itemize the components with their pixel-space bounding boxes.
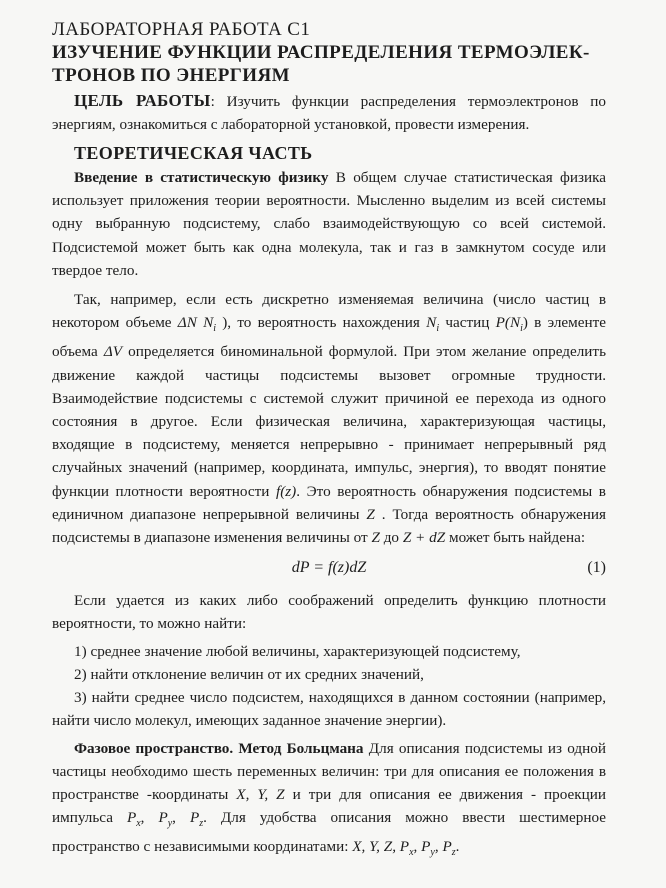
math-z: Z <box>371 529 380 547</box>
probability-paragraph: Так, например, если есть дискретно изменяемая величина (число частиц в некотором объеме ΔN $N_i$ ), то вероятность нахождения $N_i$ частиц $P(N_i)$ в элементе объема ΔV определяется биноминальной формулой. При этом желание определить движение каждой частицы подсистемы вызовет огромные трудности. Взаимодействие подсистемы с системой служит причиной ее перехода из одного состояния в другое. Если физическая величина, характеризующая частицы, входящие в подсистему, меняется непрерывно - принимает непрерывный ряд случайных значений (например, координата, импульс, энергия), то вводят понятие функции плотности вероятности f(z). Это вероятность обнаружения подсистемы в единичном диапазоне непрерывной величины Z . Тогда вероятность обнаружения подсистемы в диапазоне изменения величины от Z до Z + dZ может быть найдена: <box>52 291 607 547</box>
text-run: и три для описания ее движения - проекции импульса <box>52 785 606 827</box>
equation-1 <box>52 549 606 589</box>
math-p: P <box>126 809 137 827</box>
equation-body: dP = f(z)dZ <box>291 559 367 577</box>
topic-title-line1: ИЗУЧЕНИЕ ФУНКЦИИ РАСПРЕДЕЛЕНИЯ ТЕРМОЭЛЕК- <box>52 42 590 63</box>
text-run: до <box>379 529 403 547</box>
equation-number: (1) <box>587 559 606 577</box>
math-n: N <box>426 314 437 332</box>
text-run: может быть найдена: <box>445 529 586 547</box>
math-p-n: P(N <box>495 314 521 332</box>
text-run: определяется биноминальной формулой. При этом желание определить движение каждой частицы подсистемы вызовет огромные трудности. Взаимодействие подсистемы с системой служит причиной ее перехода из одного состояния в другое. Если физическая величина, характеризующая частицы, входящие в подсистему, меняется непрерывно - принимает непрерывный ряд случайных значений (например, координата, импульс, энергия), то вводят понятие функции плотности вероятности <box>52 343 606 500</box>
math-z-dz: Z + dZ <box>402 529 446 547</box>
math-z: Z <box>366 505 375 523</box>
phase-space-paragraph: Фазовое пространство. Метод Больцмана Для описания подсистемы из одной частицы необходимо шесть переменных величин: три для описания ее положения в пространстве -координаты X, Y, Z и три для описания ее движения - проекции импульса $P_x$, $P_y$, $P_z$. Для удобства описания можно ввести шестимерное пространство с независимыми координатами: X, Y, Z, $P_x$, $P_y$, $P_z$. <box>52 739 607 859</box>
list-item: 3) найти среднее число подсистем, находящихся в данном состоянии (например, найти число молекул, имеющих заданное значение энергии). <box>52 689 606 730</box>
goal-text: : Изучить функции распределения термоэлектронов по энергиям, ознакомиться с лабораторной установкой, провести измерения. <box>52 93 606 133</box>
theory-section-title: ТЕОРЕТИЧЕСКАЯ ЧАСТЬ <box>74 143 313 163</box>
text-run: . <box>455 838 460 856</box>
math-f-z: f(z) <box>275 482 297 500</box>
text-run: . Тогда вероятность обнаружения подсистемы в диапазоне изменения величины от <box>52 505 607 547</box>
text-run: Так, например, если есть дискретно изменяемая величина (число частиц в некотором объеме <box>52 291 606 332</box>
text-run: Для описания подсистемы из одной частицы необходимо шесть переменных величин: три для описания ее положения в пространстве -координаты <box>52 739 606 803</box>
text-run: ) в элементе объема <box>52 314 607 361</box>
text-run: . Это вероятность обнаружения подсистемы в единичном диапазоне непрерывной величины <box>52 482 606 523</box>
lab-title: ЛАБОРАТОРНАЯ РАБОТА С1 <box>52 19 311 40</box>
list-item: 1) среднее значение любой величины, характеризующей подсистему, <box>74 642 521 660</box>
goal-label: ЦЕЛЬ РАБОТЫ <box>74 91 211 110</box>
list-item: 2) найти отклонение величин от их средних значений, <box>74 665 424 683</box>
math-delta-v: ΔV <box>103 343 123 361</box>
phase-heading: Фазовое пространство. Метод Больцмана <box>74 739 364 757</box>
text-run: ), то вероятность нахождения <box>216 314 427 332</box>
math-xyz: X, Y, Z <box>236 785 285 803</box>
intro-heading: Введение в статистическую физику <box>74 169 329 186</box>
math-six-coords: X, Y, Z, P <box>352 838 410 856</box>
math-delta-n: ΔN N <box>177 314 214 332</box>
topic-title-line2: ТРОНОВ ПО ЭНЕРГИЯМ <box>52 65 290 86</box>
text-run: . Для удобства описания можно ввести шестимерное пространство с независимыми координатами: <box>52 809 607 856</box>
text-run: частиц <box>439 314 496 332</box>
intro-paragraph <box>52 166 606 282</box>
density-paragraph: Если удается из каких либо соображений определить функцию плотности вероятности, то можно найти: <box>52 592 606 633</box>
intro-text: В общем случае статистическая физика использует приложения теории вероятности. Мысленно выделим из всей системы одну выбранную подсистему, слабо взаимодействующую со всей системой. Подсистемой может быть как одна молекула, так и газ в замкнутом сосуде или твердое тело. <box>52 169 606 279</box>
goal-paragraph <box>52 89 606 136</box>
